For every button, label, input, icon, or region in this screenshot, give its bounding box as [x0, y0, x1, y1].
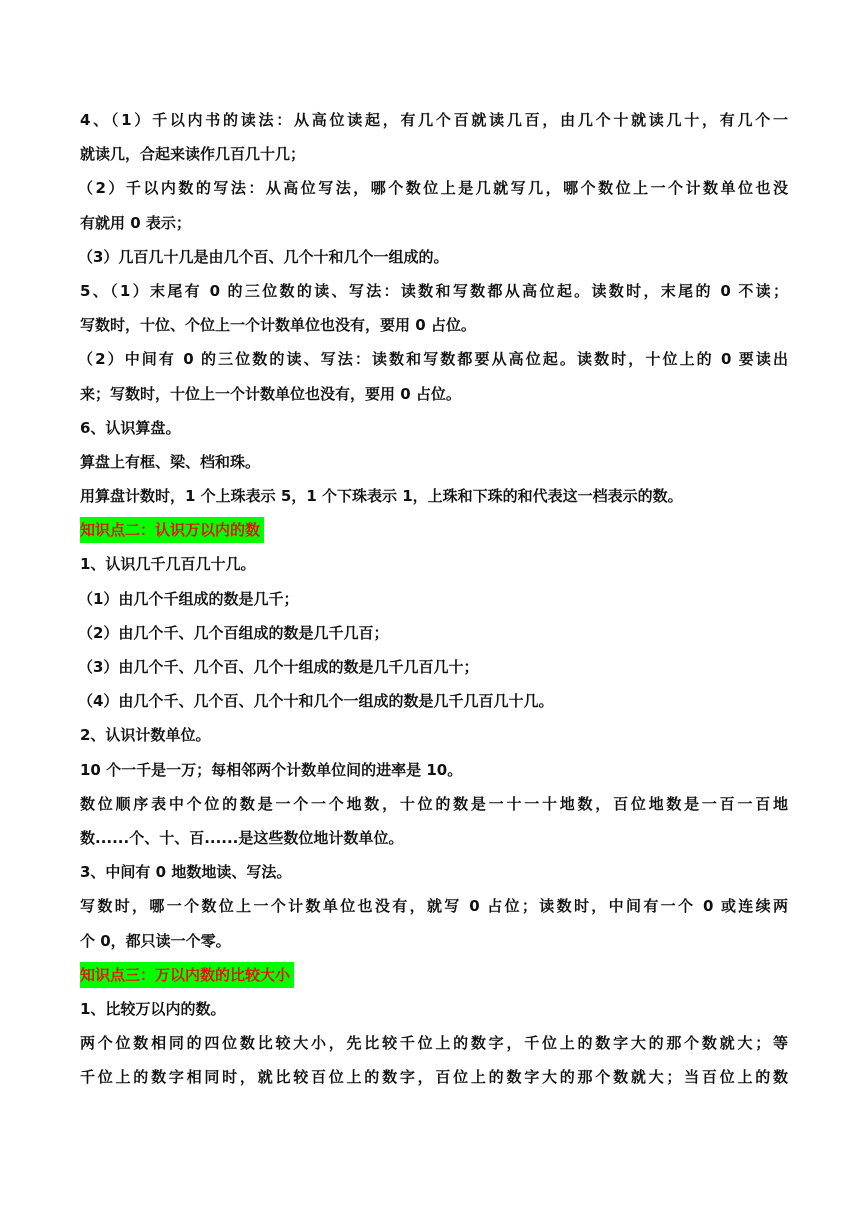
paragraph-line: 数......个、十、百......是这些数位地计数单位。 [80, 828, 404, 847]
section-heading-line [80, 513, 788, 547]
paragraph-line: 来；写数时，十位上一个计数单位也没有，要用 0 占位。 [80, 384, 461, 403]
section-heading-2: 知识点二：认识万以内的数 [80, 517, 264, 543]
paragraph-line: （2）由几个千、几个百组成的数是几千几百； [78, 623, 389, 642]
paragraph-line: 写数时，哪一个数位上一个计数单位也没有，就写 0 占位；读数时，中间有一个 0 或连续两 [80, 897, 788, 916]
paragraph-line: （3）由几个千、几个百、几个十组成的数是几千几百几十； [78, 658, 479, 676]
section-heading-3: 知识点三：万以内数的比较大小 [80, 962, 294, 988]
paragraph-line: （2）中间有 0 的三位数的读、写法：读数和写数都要从高位起。读数时，十位上的 0 要读出 [78, 350, 788, 369]
paragraph-line: 5、（1）末尾有 0 的三位数的读、写法：读数和写数都从高位起。读数时，末尾的 0 不读； [80, 281, 788, 300]
section-heading-line [80, 958, 788, 992]
paragraph-line: 千位上的数字相同时，就比较百位上的数字，百位上的数字大的那个数就大；当百位上的数 [80, 1068, 788, 1087]
paragraph-line: 1、认识几千几百几十几。 [80, 555, 256, 574]
paragraph-line: 两个位数相同的四位数比较大小，先比较千位上的数字，千位上的数字大的那个数就大；等 [80, 1034, 788, 1053]
paragraph-line: 有就用 0 表示； [80, 213, 191, 232]
paragraph-line: （4）由几个千、几个百、几个十和几个一组成的数是几千几百几十几。 [78, 692, 554, 711]
paragraph-line: 算盘上有框、梁、档和珠。 [80, 452, 261, 471]
paragraph-line: 个 0，都只读一个零。 [80, 931, 231, 950]
paragraph-line: 1、比较万以内的数。 [80, 999, 226, 1018]
paragraph-line: 4、（1）千以内书的读法：从高位读起，有几个百就读几百，由几个十就读几十，有几个一 [80, 111, 788, 129]
paragraph-line: （1）由几个千组成的数是几千； [78, 589, 299, 608]
document-body [80, 103, 788, 1094]
paragraph-line: 2、认识计数单位。 [80, 726, 211, 745]
paragraph-line: 3、中间有 0 地数地读、写法。 [80, 863, 292, 882]
paragraph-line: 10 个一千是一万；每相邻两个计数单位间的进率是 10。 [80, 760, 463, 779]
paragraph-line: 写数时，十位、个位上一个计数单位也没有，要用 0 占位。 [80, 316, 476, 335]
paragraph-line: 数位顺序表中个位的数是一个一个地数，十位的数是一十一十地数，百位地数是一百一百地 [80, 794, 788, 813]
paragraph-line: （2）千以内数的写法：从高位写法，哪个数位上是几就写几，哪个数位上一个计数单位也没 [78, 179, 788, 198]
paragraph-line: 用算盘计数时，1 个上珠表示 5，1 个下珠表示 1，上珠和下珠的和代表这一档表示的数。 [80, 487, 683, 506]
paragraph-line: 就读几，合起来读作几百几十几； [80, 145, 306, 164]
paragraph-line: （3）几百几十几是由几个百、几个十和几个一组成的。 [78, 247, 449, 266]
paragraph-line: 6、认识算盘。 [80, 418, 181, 437]
